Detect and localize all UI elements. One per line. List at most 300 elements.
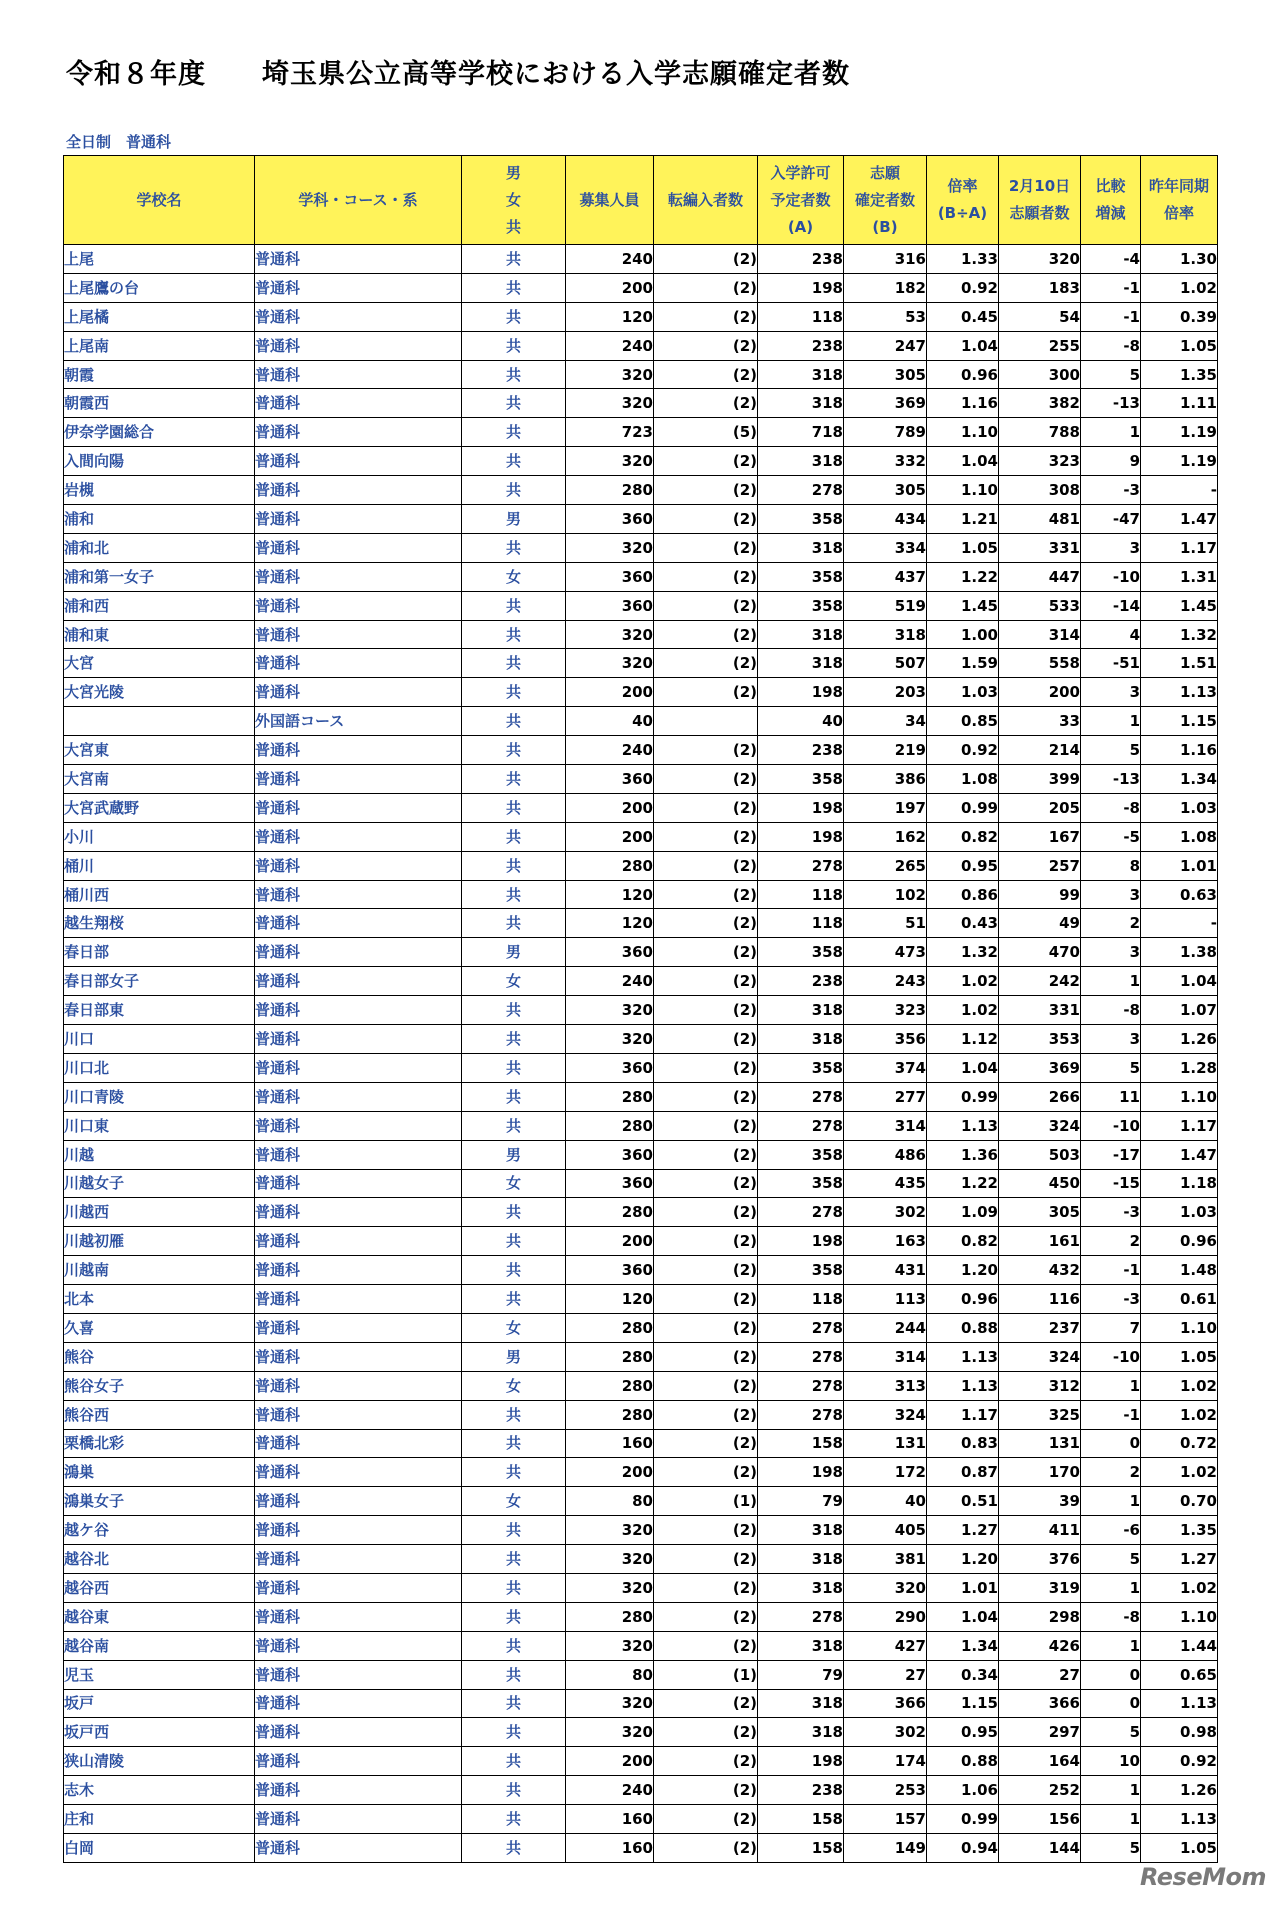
cell-course-name: 普通科 [255,1458,462,1487]
cell-course-name: 普通科 [255,505,462,534]
cell-sex: 共 [462,1458,566,1487]
cell-last-year: 0.72 [1141,1429,1218,1458]
cell-sex: 女 [462,1487,566,1516]
cell-sex: 共 [462,1198,566,1227]
cell-sex: 女 [462,1313,566,1342]
cell-feb10: 297 [999,1718,1081,1747]
cell-last-year: 0.96 [1141,1227,1218,1256]
cell-feb10: 503 [999,1140,1081,1169]
cell-last-year: 1.38 [1141,938,1218,967]
table-row [64,273,1218,302]
cell-sex: 共 [462,1833,566,1862]
cell-feb10: 300 [999,360,1081,389]
cell-transfer: (1) [654,1487,758,1516]
cell-ratio: 0.92 [927,736,999,765]
cell-planned: 358 [758,1256,844,1285]
cell-school-name: 朝霞西 [64,389,255,418]
cell-diff: -14 [1081,591,1141,620]
cell-applicants: 244 [844,1313,927,1342]
table-row [64,620,1218,649]
cell-last-year: 1.15 [1141,707,1218,736]
cell-applicants: 157 [844,1805,927,1834]
cell-diff: -3 [1081,1285,1141,1314]
cell-transfer: (2) [654,1631,758,1660]
cell-quota: 280 [566,851,654,880]
cell-last-year: - [1141,909,1218,938]
table-row [64,591,1218,620]
cell-sex: 共 [462,996,566,1025]
cell-transfer: (2) [654,1833,758,1862]
cell-last-year: - [1141,476,1218,505]
cell-planned: 318 [758,1516,844,1545]
cell-transfer: (2) [654,967,758,996]
cell-quota: 320 [566,996,654,1025]
cell-applicants: 427 [844,1631,927,1660]
cell-quota: 320 [566,649,654,678]
cell-planned: 278 [758,1198,844,1227]
cell-ratio: 1.02 [927,996,999,1025]
cell-feb10: 320 [999,245,1081,274]
cell-transfer: (2) [654,851,758,880]
cell-course-name: 普通科 [255,793,462,822]
header-last-year: 昨年同期 倍率 [1141,156,1218,245]
cell-transfer: (5) [654,418,758,447]
header-course: 学科・コース・系 [255,156,462,245]
cell-quota: 360 [566,591,654,620]
cell-planned: 358 [758,505,844,534]
cell-planned: 318 [758,360,844,389]
cell-sex: 共 [462,360,566,389]
cell-feb10: 399 [999,765,1081,794]
cell-feb10: 99 [999,880,1081,909]
cell-transfer [654,707,758,736]
cell-diff: 3 [1081,1025,1141,1054]
table-row [64,1140,1218,1169]
cell-transfer: (2) [654,1718,758,1747]
cell-sex: 共 [462,418,566,447]
cell-course-name: 普通科 [255,736,462,765]
cell-applicants: 366 [844,1689,927,1718]
cell-diff: -1 [1081,273,1141,302]
cell-diff: -5 [1081,822,1141,851]
cell-diff: -13 [1081,389,1141,418]
cell-school-name: 熊谷女子 [64,1371,255,1400]
cell-sex: 女 [462,967,566,996]
cell-transfer: (2) [654,793,758,822]
cell-planned: 278 [758,1313,844,1342]
cell-school-name: 小川 [64,822,255,851]
cell-diff: 1 [1081,1776,1141,1805]
cell-school-name: 庄和 [64,1805,255,1834]
cell-school-name: 大宮武蔵野 [64,793,255,822]
cell-quota: 200 [566,273,654,302]
cell-planned: 358 [758,765,844,794]
table-row [64,1313,1218,1342]
header-row [64,156,1218,245]
cell-last-year: 1.27 [1141,1545,1218,1574]
cell-diff: -4 [1081,245,1141,274]
cell-transfer: (2) [654,1747,758,1776]
cell-sex: 男 [462,1342,566,1371]
cell-diff: 5 [1081,1833,1141,1862]
cell-planned: 118 [758,909,844,938]
cell-transfer: (2) [654,1025,758,1054]
cell-applicants: 381 [844,1545,927,1574]
table-row [64,360,1218,389]
table-row [64,1342,1218,1371]
cell-planned: 318 [758,996,844,1025]
cell-last-year: 1.11 [1141,389,1218,418]
cell-course-name: 普通科 [255,1342,462,1371]
table-row [64,707,1218,736]
cell-applicants: 405 [844,1516,927,1545]
cell-school-name: 志木 [64,1776,255,1805]
cell-quota: 320 [566,389,654,418]
cell-feb10: 312 [999,1371,1081,1400]
cell-last-year: 1.45 [1141,591,1218,620]
table-row [64,996,1218,1025]
cell-ratio: 1.20 [927,1256,999,1285]
cell-ratio: 1.22 [927,1169,999,1198]
header-transfer: 転編入者数 [654,156,758,245]
cell-planned: 278 [758,1602,844,1631]
cell-feb10: 131 [999,1429,1081,1458]
table-row [64,765,1218,794]
cell-diff: 0 [1081,1429,1141,1458]
cell-ratio: 1.02 [927,967,999,996]
cell-school-name: 浦和西 [64,591,255,620]
cell-planned: 278 [758,1342,844,1371]
cell-quota: 240 [566,736,654,765]
cell-course-name: 普通科 [255,996,462,1025]
cell-diff: 3 [1081,678,1141,707]
cell-applicants: 163 [844,1227,927,1256]
cell-planned: 278 [758,851,844,880]
cell-diff: 3 [1081,533,1141,562]
cell-course-name: 普通科 [255,1400,462,1429]
table-row [64,1573,1218,1602]
table-row [64,736,1218,765]
cell-sex: 共 [462,331,566,360]
cell-quota: 80 [566,1487,654,1516]
cell-sex: 共 [462,793,566,822]
cell-quota: 320 [566,1025,654,1054]
cell-feb10: 156 [999,1805,1081,1834]
cell-course-name: 普通科 [255,1429,462,1458]
cell-last-year: 0.39 [1141,302,1218,331]
cell-last-year: 1.02 [1141,273,1218,302]
cell-course-name: 普通科 [255,1285,462,1314]
cell-transfer: (2) [654,1227,758,1256]
cell-planned: 318 [758,447,844,476]
cell-applicants: 102 [844,880,927,909]
cell-course-name: 普通科 [255,1111,462,1140]
cell-planned: 318 [758,1689,844,1718]
cell-ratio: 0.82 [927,1227,999,1256]
cell-transfer: (2) [654,1573,758,1602]
cell-course-name: 普通科 [255,1718,462,1747]
cell-last-year: 1.28 [1141,1053,1218,1082]
cell-course-name: 普通科 [255,1487,462,1516]
cell-feb10: 237 [999,1313,1081,1342]
cell-last-year: 1.10 [1141,1602,1218,1631]
cell-diff: -6 [1081,1516,1141,1545]
cell-transfer: (2) [654,1285,758,1314]
cell-school-name: 児玉 [64,1660,255,1689]
cell-applicants: 34 [844,707,927,736]
cell-quota: 280 [566,1082,654,1111]
cell-sex: 男 [462,505,566,534]
cell-planned: 118 [758,302,844,331]
cell-school-name: 大宮東 [64,736,255,765]
table-row [64,938,1218,967]
cell-quota: 280 [566,1198,654,1227]
cell-course-name: 普通科 [255,1140,462,1169]
cell-ratio: 0.87 [927,1458,999,1487]
table-row [64,1198,1218,1227]
cell-school-name: 川越西 [64,1198,255,1227]
cell-course-name: 普通科 [255,1256,462,1285]
cell-ratio: 0.86 [927,880,999,909]
cell-sex: 共 [462,1227,566,1256]
cell-feb10: 324 [999,1342,1081,1371]
cell-last-year: 1.10 [1141,1082,1218,1111]
cell-course-name: 普通科 [255,1573,462,1602]
cell-diff: 0 [1081,1689,1141,1718]
cell-feb10: 376 [999,1545,1081,1574]
cell-last-year: 1.02 [1141,1573,1218,1602]
cell-quota: 240 [566,245,654,274]
cell-quota: 320 [566,620,654,649]
cell-course-name: 普通科 [255,245,462,274]
cell-quota: 360 [566,1169,654,1198]
cell-school-name: 上尾 [64,245,255,274]
cell-applicants: 320 [844,1573,927,1602]
cell-applicants: 277 [844,1082,927,1111]
cell-course-name: 普通科 [255,1833,462,1862]
cell-school-name: 越ケ谷 [64,1516,255,1545]
cell-applicants: 437 [844,562,927,591]
cell-diff: 1 [1081,967,1141,996]
cell-course-name: 普通科 [255,1053,462,1082]
cell-school-name: 越谷西 [64,1573,255,1602]
cell-feb10: 323 [999,447,1081,476]
cell-last-year: 1.44 [1141,1631,1218,1660]
cell-planned: 318 [758,1545,844,1574]
cell-transfer: (2) [654,1256,758,1285]
table-row [64,880,1218,909]
cell-diff: -1 [1081,1400,1141,1429]
cell-quota: 280 [566,1111,654,1140]
cell-ratio: 0.51 [927,1487,999,1516]
cell-last-year: 1.13 [1141,1689,1218,1718]
cell-sex: 共 [462,678,566,707]
table-row [64,1487,1218,1516]
cell-planned: 238 [758,331,844,360]
cell-sex: 共 [462,1400,566,1429]
cell-transfer: (2) [654,822,758,851]
cell-quota: 200 [566,822,654,851]
cell-diff: -3 [1081,476,1141,505]
cell-feb10: 481 [999,505,1081,534]
cell-applicants: 374 [844,1053,927,1082]
table-row [64,1833,1218,1862]
cell-sex: 共 [462,1805,566,1834]
cell-ratio: 0.99 [927,793,999,822]
cell-last-year: 1.05 [1141,1833,1218,1862]
cell-sex: 共 [462,245,566,274]
cell-planned: 318 [758,1573,844,1602]
cell-last-year: 1.13 [1141,1805,1218,1834]
cell-quota: 320 [566,1545,654,1574]
table-row [64,1689,1218,1718]
cell-course-name: 普通科 [255,1805,462,1834]
cell-planned: 198 [758,678,844,707]
cell-last-year: 1.19 [1141,447,1218,476]
table-row [64,245,1218,274]
cell-school-name: 川口 [64,1025,255,1054]
cell-ratio: 1.59 [927,649,999,678]
cell-transfer: (2) [654,533,758,562]
cell-planned: 358 [758,591,844,620]
cell-quota: 120 [566,302,654,331]
cell-ratio: 1.01 [927,1573,999,1602]
cell-quota: 240 [566,331,654,360]
cell-school-name: 坂戸 [64,1689,255,1718]
cell-ratio: 1.15 [927,1689,999,1718]
cell-last-year: 1.16 [1141,736,1218,765]
cell-applicants: 324 [844,1400,927,1429]
cell-last-year: 1.02 [1141,1400,1218,1429]
cell-planned: 118 [758,880,844,909]
cell-last-year: 1.31 [1141,562,1218,591]
header-feb10: 2月10日 志願者数 [999,156,1081,245]
cell-quota: 120 [566,909,654,938]
cell-quota: 360 [566,1256,654,1285]
cell-course-name: 普通科 [255,880,462,909]
cell-school-name: 越谷南 [64,1631,255,1660]
cell-course-name: 普通科 [255,909,462,938]
cell-ratio: 0.85 [927,707,999,736]
cell-applicants: 302 [844,1198,927,1227]
cell-applicants: 356 [844,1025,927,1054]
cell-ratio: 1.09 [927,1198,999,1227]
cell-ratio: 1.04 [927,1602,999,1631]
cell-sex: 共 [462,1747,566,1776]
cell-course-name: 普通科 [255,1227,462,1256]
cell-school-name: 久喜 [64,1313,255,1342]
cell-ratio: 1.33 [927,245,999,274]
table-row [64,1227,1218,1256]
cell-school-name: 川越女子 [64,1169,255,1198]
cell-last-year: 1.48 [1141,1256,1218,1285]
cell-transfer: (2) [654,620,758,649]
cell-course-name: 普通科 [255,1631,462,1660]
cell-quota: 120 [566,1285,654,1314]
cell-planned: 358 [758,1053,844,1082]
cell-planned: 358 [758,938,844,967]
cell-course-name: 普通科 [255,1660,462,1689]
cell-applicants: 316 [844,245,927,274]
header-quota: 募集人員 [566,156,654,245]
cell-diff: -47 [1081,505,1141,534]
cell-applicants: 243 [844,967,927,996]
cell-ratio: 1.03 [927,678,999,707]
cell-applicants: 305 [844,476,927,505]
cell-feb10: 242 [999,967,1081,996]
cell-sex: 男 [462,938,566,967]
cell-sex: 共 [462,1256,566,1285]
cell-feb10: 116 [999,1285,1081,1314]
cell-feb10: 33 [999,707,1081,736]
cell-planned: 318 [758,1025,844,1054]
cell-planned: 198 [758,822,844,851]
cell-school-name: 越谷東 [64,1602,255,1631]
cell-sex: 共 [462,302,566,331]
cell-course-name: 普通科 [255,620,462,649]
cell-quota: 280 [566,476,654,505]
cell-last-year: 1.05 [1141,1342,1218,1371]
cell-last-year: 0.65 [1141,1660,1218,1689]
cell-ratio: 1.04 [927,1053,999,1082]
cell-diff: -3 [1081,1198,1141,1227]
cell-last-year: 0.61 [1141,1285,1218,1314]
cell-diff: 5 [1081,1718,1141,1747]
cell-feb10: 167 [999,822,1081,851]
cell-transfer: (2) [654,360,758,389]
cell-ratio: 0.83 [927,1429,999,1458]
cell-feb10: 266 [999,1082,1081,1111]
table-row [64,1805,1218,1834]
cell-school-name: 川越 [64,1140,255,1169]
cell-transfer: (2) [654,996,758,1025]
cell-school-name: 大宮 [64,649,255,678]
table-row [64,1545,1218,1574]
cell-course-name: 普通科 [255,822,462,851]
cell-quota: 280 [566,1400,654,1429]
cell-applicants: 27 [844,1660,927,1689]
table-body [64,245,1218,1863]
cell-last-year: 1.08 [1141,822,1218,851]
cell-ratio: 1.17 [927,1400,999,1429]
cell-school-name: 坂戸西 [64,1718,255,1747]
cell-applicants: 431 [844,1256,927,1285]
cell-quota: 320 [566,533,654,562]
cell-applicants: 313 [844,1371,927,1400]
cell-school-name: 川越初雁 [64,1227,255,1256]
cell-sex: 共 [462,1718,566,1747]
cell-feb10: 331 [999,996,1081,1025]
cell-course-name: 普通科 [255,1545,462,1574]
cell-diff: 9 [1081,447,1141,476]
cell-last-year: 1.35 [1141,360,1218,389]
cell-applicants: 53 [844,302,927,331]
cell-diff: -8 [1081,793,1141,822]
cell-transfer: (2) [654,273,758,302]
cell-school-name: 桶川 [64,851,255,880]
cell-course-name: 普通科 [255,562,462,591]
cell-sex: 共 [462,1285,566,1314]
cell-transfer: (2) [654,736,758,765]
cell-planned: 198 [758,273,844,302]
cell-school-name: 鴻巣女子 [64,1487,255,1516]
cell-quota: 280 [566,1371,654,1400]
cell-school-name: 越谷北 [64,1545,255,1574]
cell-diff: 3 [1081,880,1141,909]
cell-diff: 1 [1081,1805,1141,1834]
cell-school-name: 北本 [64,1285,255,1314]
cell-diff: 0 [1081,1660,1141,1689]
